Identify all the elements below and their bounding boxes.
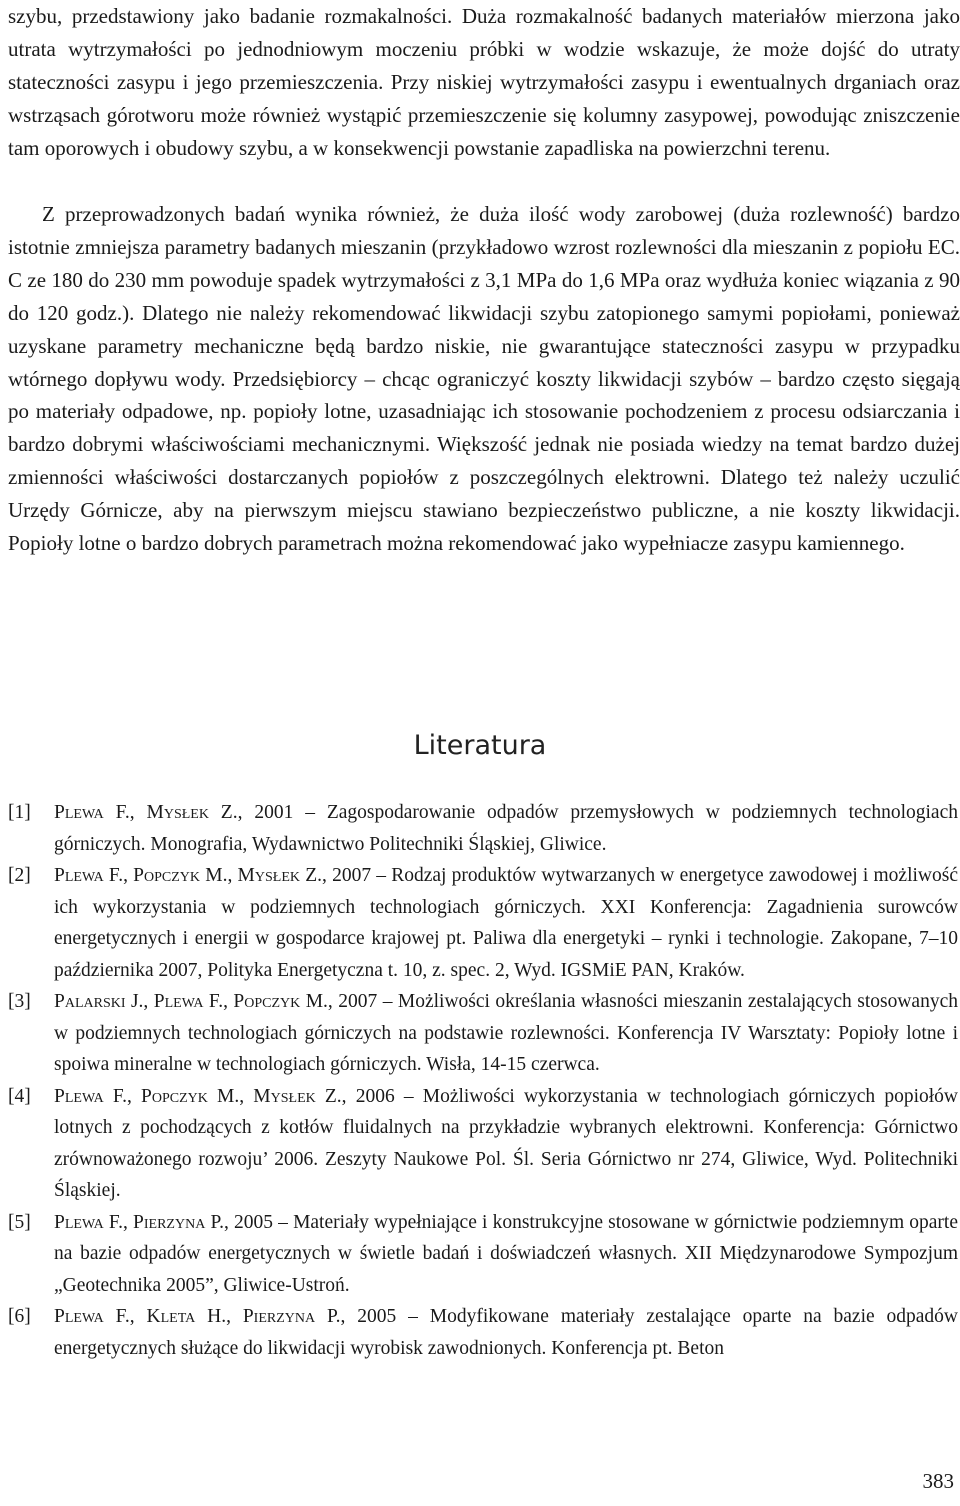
reference-item-4 <box>0 1081 960 1207</box>
body-paragraph-1: szybu, przedstawiony jako badanie rozmakalności. Duża rozmakalność badanych materiałów mierzona jako utrata wytrzymałości po jednodniowym moczeniu próbki w wodzie wskazuje, że może dojść do utraty stateczności zasypu i jego przemieszczenia. Przy niskiej wytrzymałości zasypu i ewentualnych drganiach oraz wstrząsach górotworu może również wystąpić przemieszczenie się kolumny zasypowej, powodując zniszczenie tam oporowych i obudowy szybu, a w konsekwencji powstanie zapadliska na powierzchni terenu. <box>8 4 960 160</box>
page-number: 383 <box>922 1469 954 1493</box>
reference-number: [1] <box>8 802 31 823</box>
reference-authors: Plewa F., Popczyk M., Mysłek Z. <box>54 865 322 886</box>
reference-text: , 2007 – Możliwości określania własności mieszanin zestalających stosowanych w podziemnych technologiach górniczych na podstawie rozlewności. Konferencja IV Warsztaty: Popioły lotne i spoiwa mineralne w technologiach górniczych. Wisła, 14-15 czerwca. <box>54 991 958 1075</box>
reference-authors: Plewa F., Popczyk M., Mysłek Z. <box>54 1085 342 1107</box>
reference-authors: Plewa F., Pierzyna P. <box>54 1211 225 1233</box>
reference-number: [2] <box>8 865 31 886</box>
reference-item-6 <box>0 1301 960 1364</box>
reference-item-1 <box>0 797 960 860</box>
reference-text: , 2005 – Materiały wypełniające i konstrukcyjne stosowane w górnictwie podziemnym oparte na bazie odpadów energetycznych w świetle badań i doświadczeń własnych. XII Międzynarodowe Sympozjum „Geotechnika 2005”, Gliwice-Ustroń. <box>54 1211 958 1296</box>
reference-number: [3] <box>8 991 31 1012</box>
reference-authors: Plewa F., Mysłek Z. <box>54 802 238 823</box>
reference-number: [4] <box>8 1085 31 1107</box>
reference-number: [5] <box>8 1211 31 1233</box>
reference-item-3 <box>0 986 960 1081</box>
reference-text: , 2001 – Zagospodarowanie odpadów przemysłowych w podziemnych technologiach górniczych. Monografia, Wydawnictwo Politechniki Śląskiej, Gliwice. <box>54 802 958 855</box>
section-heading-literatura: Literatura <box>413 730 547 761</box>
reference-body <box>54 1207 958 1302</box>
reference-text: , 2005 – Modyfikowane materiały zestalające oparte na bazie odpadów energetycznych służące do likwidacji wyrobisk zawodnionych. Konferencja pt. Beton <box>54 1306 959 1359</box>
reference-body <box>54 860 958 986</box>
reference-body <box>54 1301 958 1364</box>
reference-authors: Plewa F., Kleta H., Pierzyna P. <box>54 1306 341 1327</box>
reference-item-5 <box>0 1207 960 1302</box>
reference-body <box>54 986 958 1081</box>
reference-body <box>54 797 958 860</box>
reference-number: [6] <box>8 1306 31 1327</box>
reference-text: , 2006 – Możliwości wykorzystania w technologiach górniczych popiołów lotnych z pochodzących z kotłów fluidalnych na przykładzie wybranych elektrowni. Konferencja: Górnictwo zrównoważonego rozwoju’ 2006. Zeszyty Naukowe Pol. Śl. Seria Górnictwo nr 274, Gliwice, Wyd. Politechniki Śląskiej. <box>54 1085 958 1201</box>
reference-authors: Palarski J., Plewa F., Popczyk M. <box>54 991 328 1012</box>
reference-list <box>0 797 960 1364</box>
reference-text: , 2007 – Rodzaj produktów wytwarzanych w energetyce zawodowej i możliwość ich wykorzystania w podziemnych technologiach górniczych. XXI Konferencja: Zagadnienia surowców energetycznych i energii w gospodarce krajowej pt. Paliwa dla energetyki – rynki i technologie. Zakopane, 7–10 października 2007, Polityka Energetyczna t. 10, z. spec. 2, Wyd. IGSMiE PAN, Kraków. <box>54 865 958 981</box>
reference-item-2 <box>0 860 960 986</box>
reference-body <box>54 1081 958 1207</box>
body-paragraph-2: Z przeprowadzonych badań wynika również, że duża ilość wody zarobowej (duża rozlewność) bardzo istotnie zmniejsza parametry badanych mieszanin (przykładowo wzrost rozlewności dla mieszanin z popiołu EC. C ze 180 do 230 mm powoduje spadek wytrzymałości z 3,1 MPa do 1,6 MPa oraz wydłuża koniec wiązania z 90 do 120 godz.). Dlatego nie należy rekomendować likwidacji szybu zatopionego samymi popiołami, ponieważ uzyskane parametry mechaniczne będą bardzo niskie, nie gwarantujące stateczności zasypu w przypadku wtórnego dopływu wody. Przedsiębiorcy – chcąc ograniczyć koszty likwidacji szybów – bardzo często sięgają po materiały odpadowe, np. popioły lotne, uzasadniając ich stosowanie pochodzeniem z procesu odsiarczania i bardzo dobrymi właściwościami mechanicznymi. Większość jednak nie posiada wiedzy na temat bardzo dużej zmienności właściwości dostarczanych popiołów z poszczególnych elektrowni. Dlatego też należy uczulić Urzędy Górnicze, aby na pierwszym miejscu stawiano bezpieczeństwo publiczne, a nie koszty likwidacji. Popioły lotne o bardzo dobrych parametrach można rekomendować jako wypełniacze zasypu kamiennego. <box>8 202 960 556</box>
